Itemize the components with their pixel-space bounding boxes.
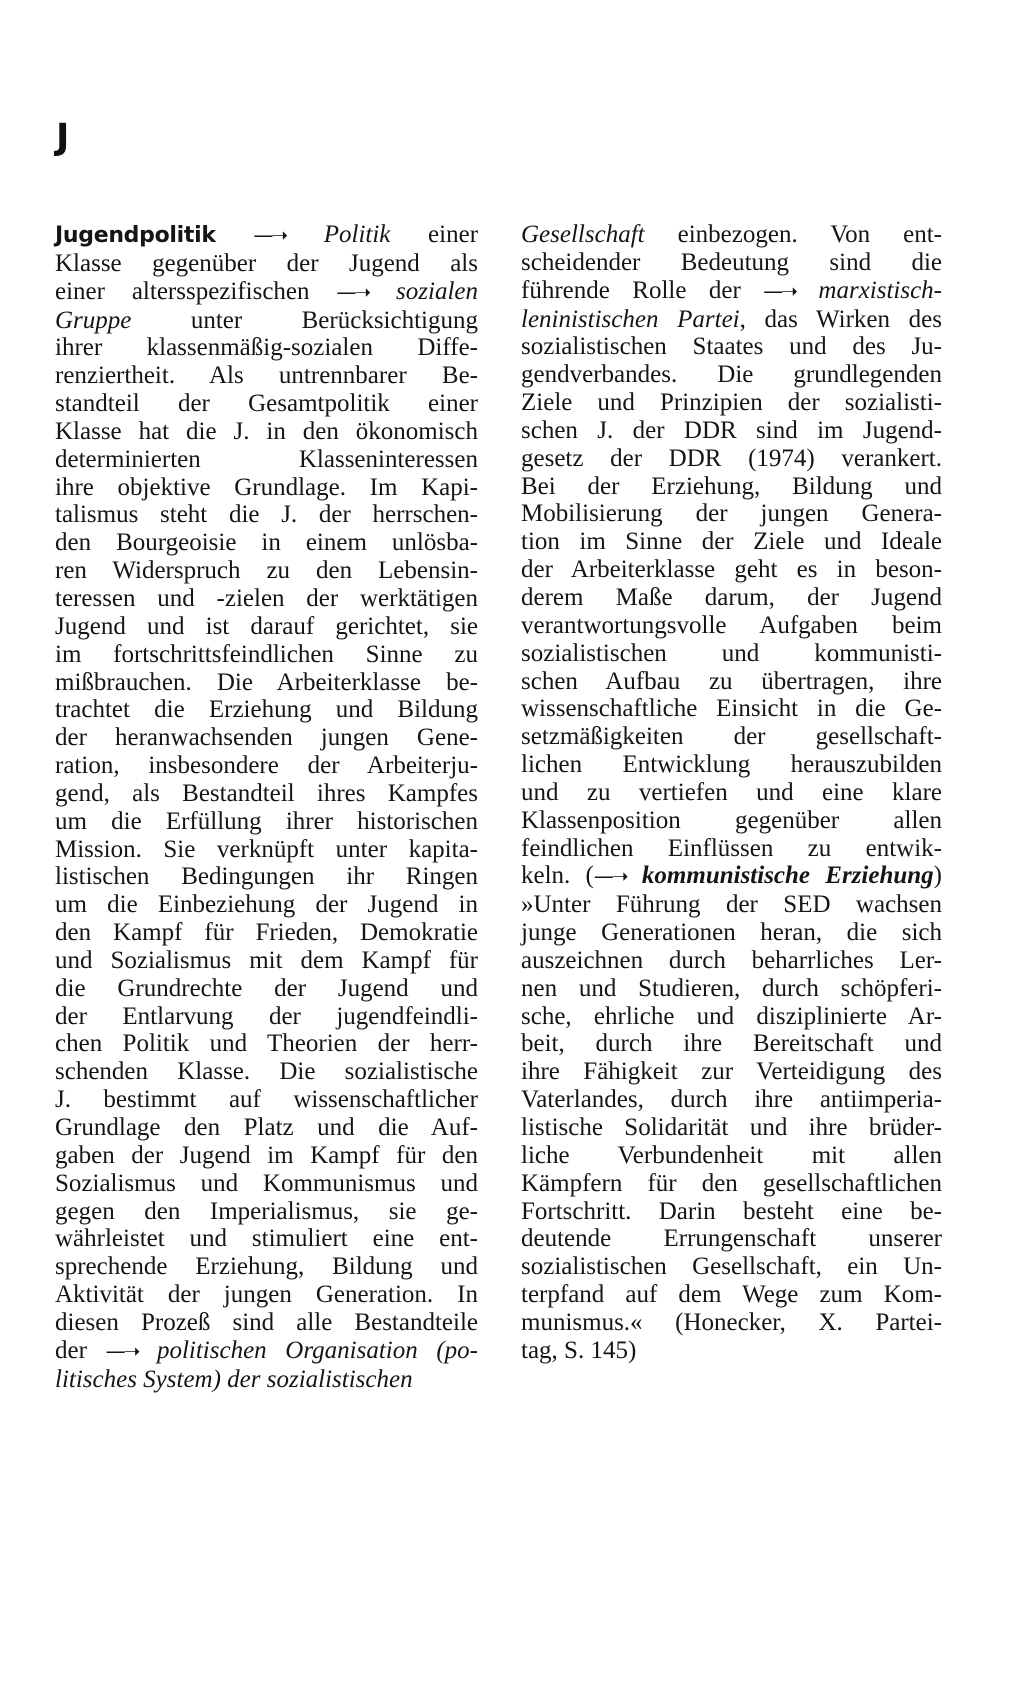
- section-letter: J: [56, 117, 70, 158]
- text-line: [521, 1309, 942, 1337]
- text-line: [521, 1198, 942, 1226]
- cross-reference-term: kommunistische Erziehung: [641, 862, 934, 890]
- text-run: schenden Klasse. Die sozialistische: [55, 1058, 478, 1086]
- text-run: ihrer klassenmäßig-sozialen Diffe-: [55, 334, 478, 362]
- text-run: ren Widerspruch zu den Lebensin-: [55, 557, 478, 585]
- text-run: sche, ehrliche und disziplinierte Ar-: [521, 1002, 942, 1030]
- text-line: [55, 891, 478, 919]
- text-line: [521, 333, 942, 361]
- text-run: scheidender Bedeutung sind die: [521, 248, 942, 276]
- text-line: [521, 1003, 942, 1031]
- cross-reference-arrow-icon: —➝: [253, 223, 287, 247]
- text-line: [521, 668, 942, 696]
- text-run: der Arbeiterklasse geht es in beson-: [521, 556, 942, 584]
- text-run: lichen Entwicklung herauszubilden: [521, 751, 942, 779]
- text-run: der heranwachsenden jungen Gene-: [55, 724, 478, 752]
- text-run: Grundlage den Platz und die Auf-: [55, 1114, 478, 1141]
- text-run: Bei der Erziehung, Bildung und: [521, 472, 942, 500]
- text-run: J. bestimmt auf wissenschaftlicher: [55, 1086, 478, 1114]
- text-run: Klassenposition gegenüber allen: [521, 806, 942, 834]
- text-run: »Unter Führung der SED wachsen: [521, 891, 942, 919]
- text-line: [55, 669, 478, 697]
- text-line: [55, 808, 478, 836]
- text-line: [55, 1309, 478, 1337]
- text-line: [521, 1337, 942, 1365]
- text-run: keln. (: [521, 862, 594, 890]
- text-line: [521, 612, 942, 640]
- text-line: [55, 446, 478, 474]
- text-line: [521, 1281, 942, 1309]
- text-run: der: [55, 1336, 106, 1364]
- text-run: chen Politik und Theorien der herr-: [55, 1030, 478, 1058]
- text-line: [55, 221, 478, 250]
- cross-reference-term: leninistischen Partei: [521, 305, 740, 333]
- headword: Jugendpolitik: [55, 223, 216, 248]
- text-run: schen Aufbau zu übertragen, ihre: [521, 667, 942, 695]
- text-line: [55, 418, 478, 446]
- text-line: [521, 779, 942, 807]
- text-line: [521, 1114, 942, 1142]
- text-run: den Bourgeoisie in einem unlösba-: [55, 529, 478, 557]
- text-run: , das Wirken des: [739, 305, 942, 333]
- text-line: [55, 1142, 478, 1170]
- text-run: beit, durch ihre Bereitschaft und: [521, 1030, 942, 1058]
- text-run: sozialistischen und kommunisti-: [521, 639, 942, 667]
- text-line: [55, 919, 478, 947]
- text-run: [286, 221, 324, 248]
- text-line: [55, 585, 478, 613]
- text-line: [55, 250, 478, 278]
- right-column: [521, 221, 942, 1365]
- cross-reference-term: Politik: [323, 221, 391, 248]
- text-run: tion im Sinne der Ziele und Ideale: [521, 528, 942, 556]
- text-run: derem Maße darum, der Jugend: [521, 583, 942, 611]
- text-run: gesetz der DDR (1974) verankert.: [521, 444, 942, 472]
- text-line: [521, 695, 942, 723]
- text-line: [521, 751, 942, 779]
- text-line: [55, 1337, 478, 1366]
- text-run: [627, 862, 642, 889]
- text-run: einbezogen. Von ent-: [644, 221, 942, 248]
- text-run: ): [933, 862, 942, 890]
- text-line: [55, 1281, 478, 1309]
- text-run: liche Verbundenheit mit allen: [521, 1141, 942, 1169]
- text-line: [521, 835, 942, 863]
- text-line: [521, 1086, 942, 1114]
- text-run: diesen Prozeß sind alle Bestandteile: [55, 1308, 478, 1336]
- text-line: [521, 1170, 942, 1198]
- text-line: [55, 947, 478, 975]
- text-run: gaben der Jugend im Kampf für den: [55, 1141, 478, 1169]
- text-line: [521, 500, 942, 528]
- text-line: [55, 1058, 478, 1086]
- text-line: [55, 724, 478, 752]
- text-line: [521, 1142, 942, 1170]
- text-run: schen J. der DDR sind im Jugend-: [521, 416, 942, 444]
- text-line: [55, 362, 478, 390]
- text-run: und zu vertiefen und eine klare: [521, 778, 942, 806]
- cross-reference-arrow-icon: —➝: [593, 864, 627, 889]
- text-run: Jugend und ist darauf gerichtet, sie: [55, 612, 478, 640]
- text-line: [521, 528, 942, 556]
- text-line: [521, 640, 942, 668]
- text-run: den Kampf für Frieden, Demokratie: [55, 919, 478, 947]
- cross-reference-term: Gruppe: [55, 306, 132, 334]
- cross-reference-arrow-icon: —➝: [105, 1338, 139, 1363]
- text-run: determinierten Klasseninteressen: [55, 445, 478, 473]
- text-run: einer: [390, 221, 479, 248]
- text-run: sozialistischen Gesellschaft, ein Un-: [521, 1253, 942, 1281]
- text-line: [521, 862, 942, 891]
- text-line: [521, 919, 942, 947]
- text-run: und Sozialismus mit dem Kampf für: [55, 946, 478, 974]
- text-line: [55, 696, 478, 724]
- text-run: gendverbandes. Die grundlegenden: [521, 361, 942, 389]
- text-line: [55, 1198, 478, 1226]
- text-run: teressen und -zielen der werktätigen: [55, 584, 478, 612]
- text-run: nen und Studieren, durch schöpferi-: [521, 974, 942, 1002]
- text-run: setzmäßigkeiten der gesellschaft-: [521, 723, 942, 751]
- text-line: [521, 1225, 942, 1253]
- text-line: [55, 1030, 478, 1058]
- text-line: [55, 836, 478, 864]
- text-run: der Entlarvung der jugendfeindli-: [55, 1002, 478, 1030]
- cross-reference-arrow-icon: —➝: [336, 279, 370, 304]
- text-run: listischen Bedingungen ihr Ringen: [55, 863, 478, 891]
- text-line: [55, 975, 478, 1003]
- text-line: [55, 752, 478, 780]
- text-line: [521, 584, 942, 612]
- text-run: Klasse gegenüber der Jugend als: [55, 249, 478, 277]
- text-line: [55, 780, 478, 808]
- text-line: [521, 891, 942, 919]
- text-line: [55, 278, 478, 307]
- text-run: die Grundrechte der Jugend und: [55, 974, 478, 1002]
- text-run: Fortschritt. Darin besteht eine be-: [521, 1197, 942, 1225]
- text-run: standteil der Gesamtpolitik einer: [55, 390, 478, 418]
- text-run: gegen den Imperialismus, sie ge-: [55, 1197, 478, 1225]
- text-run: währleistet und stimuliert eine ent-: [55, 1225, 478, 1253]
- text-run: renziertheit. Als untrennbarer Be-: [55, 362, 478, 390]
- text-line: [55, 1086, 478, 1114]
- text-line: [521, 975, 942, 1003]
- text-line: [521, 1058, 942, 1086]
- text-run: munismus.« (Honecker, X. Partei-: [521, 1308, 942, 1336]
- text-run: [216, 221, 254, 248]
- text-line: [55, 1003, 478, 1031]
- text-line: [55, 641, 478, 669]
- text-run: mißbrauchen. Die Arbeiterklasse be-: [55, 668, 478, 696]
- text-run: Vaterlandes, durch ihre antiimperia-: [521, 1086, 942, 1114]
- text-run: um die Einbeziehung der Jugend in: [55, 891, 478, 919]
- text-run: deutende Errungenschaft unserer: [521, 1225, 942, 1253]
- text-line: [55, 307, 478, 335]
- text-run: Mobilisierung der jungen Genera-: [521, 500, 942, 528]
- cross-reference-term: politischen Organisation (po-: [156, 1336, 479, 1364]
- text-run: sprechende Erziehung, Bildung und: [55, 1253, 478, 1281]
- text-run: Ziele und Prinzipien der sozialisti-: [521, 389, 942, 417]
- text-run: listische Solidarität und ihre brüder-: [521, 1114, 942, 1141]
- text-line: [521, 1253, 942, 1281]
- text-line: [521, 807, 942, 835]
- cross-reference-term: sozialen: [396, 277, 478, 305]
- text-line: [521, 221, 942, 249]
- text-line: [55, 501, 478, 529]
- text-run: ration, insbesondere der Arbeiterju-: [55, 752, 478, 780]
- left-column: [55, 221, 478, 1393]
- text-run: ihre objektive Grundlage. Im Kapi-: [55, 473, 478, 501]
- text-run: wissenschaftliche Einsicht in die Ge-: [521, 695, 942, 723]
- text-run: terpfand auf dem Wege zum Kom-: [521, 1281, 942, 1309]
- text-line: [55, 334, 478, 362]
- text-run: ihre Fähigkeit zur Verteidigung des: [521, 1058, 942, 1086]
- text-run: junge Generationen heran, die sich: [521, 919, 942, 947]
- text-run: sozialistischen Staates und des Ju-: [521, 333, 942, 361]
- text-run: Mission. Sie verknüpft unter kapita-: [55, 835, 478, 863]
- text-line: [521, 723, 942, 751]
- text-line: [55, 529, 478, 557]
- text-line: [55, 1225, 478, 1253]
- text-line: [521, 306, 942, 334]
- text-run: talismus steht die J. der herrschen-: [55, 501, 478, 529]
- text-line: [521, 277, 942, 306]
- text-run: im fortschrittsfeindlichen Sinne zu: [55, 640, 478, 668]
- text-line: [55, 557, 478, 585]
- text-line: [55, 390, 478, 418]
- text-run: führende Rolle der: [521, 276, 764, 304]
- text-run: Sozialismus und Kommunismus und: [55, 1169, 478, 1197]
- text-run: verantwortungsvolle Aufgaben beim: [521, 611, 942, 639]
- text-run: trachtet die Erziehung und Bildung: [55, 696, 478, 724]
- text-line: [521, 445, 942, 473]
- text-run: einer altersspezifischen: [55, 277, 337, 305]
- text-run: Klasse hat die J. in den ökonomisch: [55, 417, 478, 445]
- text-run: auszeichnen durch beharrliches Ler-: [521, 946, 942, 974]
- text-run: gend, als Bestandteil ihres Kampfes: [55, 779, 478, 807]
- text-run: Kämpfern für den gesellschaftlichen: [521, 1169, 942, 1197]
- cross-reference-term: Gesellschaft: [521, 221, 645, 248]
- text-run: unter Berücksichtigung: [131, 306, 478, 334]
- text-run: [138, 1337, 157, 1364]
- text-line: [55, 1114, 478, 1142]
- text-run: tag, S. 145): [521, 1336, 637, 1364]
- cross-reference-arrow-icon: —➝: [763, 278, 796, 303]
- text-line: [55, 1253, 478, 1281]
- text-run: um die Erfüllung ihrer historischen: [55, 807, 478, 835]
- text-run: [369, 278, 396, 305]
- cross-reference-term: litisches System) der sozialistischen: [55, 1365, 413, 1393]
- text-line: [521, 947, 942, 975]
- cross-reference-term: marxistisch-: [818, 276, 942, 304]
- text-line: [521, 417, 942, 445]
- text-line: [521, 473, 942, 501]
- text-run: [796, 277, 818, 304]
- text-line: [55, 613, 478, 641]
- text-line: [55, 474, 478, 502]
- text-run: feindlichen Einflüssen zu entwik-: [521, 834, 942, 862]
- text-line: [521, 249, 942, 277]
- text-line: [55, 863, 478, 891]
- text-line: [55, 1366, 478, 1394]
- text-line: [521, 389, 942, 417]
- text-run: Aktivität der jungen Generation. In: [55, 1281, 478, 1309]
- text-line: [521, 556, 942, 584]
- text-line: [521, 1030, 942, 1058]
- text-line: [55, 1170, 478, 1198]
- text-line: [521, 361, 942, 389]
